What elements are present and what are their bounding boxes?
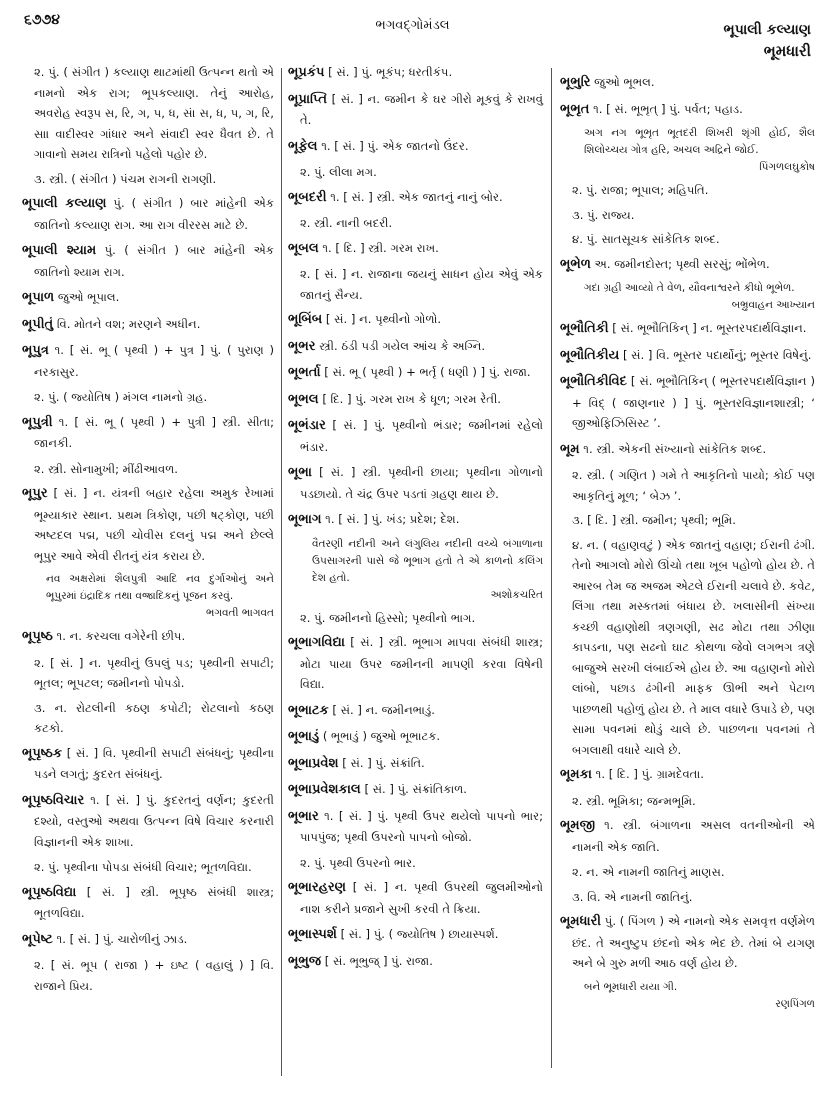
headword: ભૂભૌતિકીય [560,347,620,363]
headword: ભૂપૃષ્ઠવિચાર [22,792,85,808]
dictionary-entry [288,238,543,260]
sense: ૨. સ્ત્રી. ભૂમિકા; જન્મભૂમિ. [572,793,696,808]
definition: ૧. સ્ત્રી. બંગાળના અસલ વતનીઓની એ નામની એક જાતિ. [572,818,816,854]
definition: જુઓ ભૂભલ. [594,75,655,89]
sense: ૨. [ સં. ] ન. પૃથ્વીનું ઉપલું પડ; પૃથ્વીની સપાટી; ભૂતલ; ભૂપટલ; જમીનનો પોપડો. [34,655,274,690]
dictionary-entry [288,462,543,504]
headword: ભૂભંડાર [288,418,326,433]
headword: ભૂમકા [560,767,592,782]
column-1 [22,62,274,1000]
sense: ૨. [ સં. ભૂપ ( રાજા ) + ઇષ્ટ ( વહાલું ) ] વિ. રાજાને પ્રિય. [34,958,274,993]
quotation-text: વૈતરણી નદીની અને લંગુલિય નદીની વચ્ચે બંગાળાના ઉપસાગરની પાસે જે ભૂભાગ હતો તે એ કાળનો કલિંગ દેશ હતો. [312,537,543,584]
headword: ભૂપાળ [22,290,55,305]
headword: ભૂભુરિ [560,75,591,90]
quotation-source: બભ્રુવાહન આખ્યાન [731,299,815,311]
definition: ૧. [ સં. ] પું. ચારોળીનું ઝાડ. [56,931,188,946]
definition: પું. ( પિંગળ ) એ નામનો એક સમવૃત્ત વર્ણમેળ છંદ. તે અનુષ્ટુપ છંદનો એક ભેદ છે. તેમાં બે યગણ અને બે ગુરુ મળી આઠ વર્ણ હોય છે. [572,914,815,970]
page-number: ૬૭૭૪ [24,12,60,28]
definition: ૧. [ સં. ભૂભૃત્ ] પું. પર્વત; પહાડ. [593,101,743,116]
definition: અ. જમીનદોસ્ત; પૃથ્વી સરસું; ભોંભેળ. [594,256,770,271]
dictionary-entry [288,336,543,358]
dictionary-entry [22,240,274,282]
dictionary-entry [560,911,815,974]
headword: ભૂપ્રકંપ [288,65,325,80]
dictionary-entry [288,389,543,411]
headword: ભૂબલ [288,240,319,256]
definition: ૧. [ સં. ] પું. ખંડ; પ્રદેશ; દેશ. [325,512,460,526]
quotation-text: ગદા ગ્રહી આવ્યો તે વેળ, યૌવનાશ્વરને કીધો ભૂભેળ. [584,282,795,294]
definition: [ સં. ] પું. ( જ્યોતિષ ) છાયાસ્પર્શ. [340,927,499,941]
dictionary-entry [22,743,274,785]
dictionary-entry [288,136,543,158]
headword: ભૂભૃત [560,101,590,117]
headword: ભૂપૃષ્ઠક [22,745,63,761]
headword: ભૂપૃષ્ઠવિદ્યા [22,884,77,900]
definition: ૧. [ સં. ] પું. એક જાતનો ઉંદર. [321,138,469,153]
definition: [ સં. ] વિ. ભૂસ્તર પદાર્થોનું; ભૂસ્તર વિષેનું. [622,347,812,362]
sense: ૨. પું. ( સંગીત ) કલ્યાણ થાટમાંથી ઉત્પન્ન થતો એ નામનો એક રાગ; ભૂપકલ્યાણ. તેનું આરોહ, અવરોહ સ્વરૂપ સ, રિ, ગ, પ, ધ, સં। સ, ધ, પ, ગ, રિ, સ॥ વાદીસ્વર ગાંધાર અને સંવાદી સ્વર ધૈવત છે. તે ગાવાનો સમય રાત્રિનો પહેલો પહોર છે. [34,65,274,161]
definition: ૧. [ સં. ભૂ ( પૃથ્વી ) + પુત્ર ] પું. ( પુરાણ ) નરકાસુર. [34,343,274,379]
definition: ૧. ન. કરચલા વગેરેની છીપ. [56,629,186,643]
headword: ભૂભાટક [288,702,329,718]
headword: ભૂપેષ્ટ [22,931,53,947]
definition: [ સં. ભૂભુજ્ ] પું. રાજા. [324,953,433,968]
headword: ભૂભારહરણ [288,880,347,895]
headword: ભૂભાર [288,808,319,824]
headword: ભૂપ્રાપ્તિ [288,91,328,107]
definition: [ દિ. ] પું. ગરમ રાખ કે ધૂળ; ગરમ રેતી. [322,391,501,406]
dictionary-entry [560,371,815,434]
dictionary-entry [560,815,815,857]
definition: [ સં. ] વિ. પૃથ્વીની સપાટી સંબંધનું; પૃથ્વીના પડને લગતું; કુદરત સંબંધનું. [34,745,274,781]
dictionary-entry [288,415,543,457]
quotation-source: ભગવતી ભાગવત [205,607,274,619]
quotation [584,125,815,176]
headword: ભૂફેલ [288,138,318,154]
definition: [ સં. ] સ્ત્રી. ભૂપૃષ્ઠ સંબંધી શાસ્ત્ર; ભૂતળવિદ્યા. [34,884,275,920]
dictionary-entry [22,412,274,454]
headword: ભૂભાગવિદ્યા [288,635,345,650]
dictionary-entry [288,753,543,775]
headword: ભૂપુર [22,486,48,501]
guide-word-last: ભૂમધારી [763,42,811,60]
dictionary-entry [288,187,543,209]
dictionary-entry [288,62,543,84]
dictionary-entry [22,340,274,382]
dictionary-entry [22,314,274,336]
definition: [ સં. ભૂભૌતિકિન્ ( ભૂસ્તરપદાર્થવિજ્ઞાન ) + વિદ્ ( જાણનાર ) ] પું. ભૂસ્તરવિજ્ઞાનશાસ્ત્રી; ‘ જીઓફિઝિસિસ્ટ ’. [572,374,815,430]
quotation-text: બને ભૂમધારી યયા ગી. [584,980,678,993]
sense: ૩. સ્ત્રી. ( સંગીત ) પંચમ રાગની રાગણી. [34,171,217,186]
headword: ભૂમજી [560,818,595,833]
dictionary-entry [288,362,543,384]
column-2 [288,62,543,977]
quotation [584,280,815,314]
headword: ભૂભૌતિકીવિદ [560,374,627,389]
dictionary-entry [22,882,274,924]
definition: [ સં. ] ન. જમીન કે ઘર ગીરો મૂકવું કે રાખવું તે. [300,91,543,127]
quotation [584,979,815,1013]
dictionary-entry [560,439,815,461]
headword: ભૂભાસ્પર્શ [288,927,337,942]
definition: વિ. મોતને વશ; મરણને અધીન. [56,316,201,331]
headword: ભૂબિંબ [288,312,323,327]
quotation-source: અશોકચરિત [490,588,543,601]
column-divider [281,68,282,1076]
definition: ૧. [ સં. ] સ્ત્રી. એક જાતનું નાનું બોર. [330,189,503,204]
sense: ૨. પું. લીલા મગ. [300,165,377,179]
sense: ૪. ન. ( વહાણવટું ) એક જાતનું વહાણ; ઈરાની ઢંગી. તેનો આગલો મોરો ઊંચો તથા ખૂબ પહોળો હોય છે. તે આરબ તેમ જ અજમ એટલે ઈરાની ચલાવે છે. કવેટ, લિંગા તથા મસ્કતમાં બંધાય છે. ખલાસીની સંખ્યા કચ્છી વહાણોથી ત્રણગણી, સઢ મોટા તથા ઝીણા કાપડના, પણ સઢનો ઘાટ કોથળા જેવો લગભગ ત્રણે બાજુએ સરખી લંબાઈએ હોય છે. આ વહાણનો મોરો લાંબો, પછાડ ઢંગીની માફક ઊભી અને પેટાળ પાછળથી પહોળું હોય છે. તે માલ વધારે ઉપાડે છે, પણ સામા પવનમાં થોડું ચાલે છે. પાછળના પવનમાં તે બગલાથી વધારે ચાલે છે. [572,537,815,757]
headword: ભૂભાપ્રવેશ [288,755,339,771]
quotation [312,536,543,604]
definition: સ્ત્રી. ઠંડી પડી ગયેલ આંચ કે અગ્નિ. [319,338,486,353]
running-title: ભગવદ્ગોમંડલ [375,18,450,33]
quotation-source: પિંગળલઘુકોષ [759,161,815,173]
dictionary-entry [288,779,543,801]
definition: ૧. [ સં. ] પું. કુદરતનું વર્ણન; કુદરતી દશ્યો, વસ્તુઓ અથવા ઉત્પન્ન વિષે વિચાર કરનારી વિજ્ઞાનની એક શાખા. [34,792,274,849]
headword: ભૂભાપ્રવેશકાલ [288,782,361,797]
dictionary-entry [288,877,543,919]
definition: ૧. સ્ત્રી. એકની સંખ્યાનો સાંકેતિક શબ્દ. [583,441,767,456]
definition: ( ભૂભાડું ) જુઓ ભૂભાટક. [322,729,441,743]
headword: ભૂપાલી કલ્યાણ [22,196,107,211]
sense: ૩. પું. રાજ્ય. [572,207,635,222]
dictionary-entry [22,287,274,309]
headword: ભૂભલ [288,391,319,407]
quotation-text: નવ અક્ષરોમાં શૈલપુત્રી આદિ નવ દુર્ગાઓનું અને ભૂપુરમાં ઇંદ્રાદિક તથા વજ્રાદિકનું પૂજન કરવું. [46,573,274,602]
definition: [ સં. ] ન. પૃથ્વીનો ગોળો. [325,312,442,326]
headword: ભૂમધારી [560,914,602,929]
definition: ૧. [ સં. ] પું. પૃથ્વી ઉપર થયેલો પાપનો ભાર; પાપપુંજ; પૃથ્વી ઉપરનો પાપનો બોજો. [300,808,543,844]
dictionary-entry [560,72,815,94]
headword: ભૂભર્તા [288,365,321,380]
headword: ભૂભુજ [288,953,322,969]
dictionary-entry [288,726,543,748]
definition: [ સં. ] સ્ત્રી. પૃથ્વીની છાયા; પૃથ્વીના ગોળાનો પડછાયો. તે ચંદ્ર ઉપર પડતાં ગ્રહણ થાય છે. [300,465,544,501]
quotation [46,571,274,622]
sense: ૨. ન. એ નામની જાતિનું માણસ. [572,865,725,879]
headword: ભૂભાગ [288,512,322,527]
sense: ૪. પું. સાતસૂચક સાંકેતિક શબ્દ. [572,232,720,246]
dictionary-entry [288,309,543,331]
sense: ૨. સ્ત્રી. ( ગણિત ) ગમે તે આકૃતિનો પાયો; કોઈ પણ આકૃતિનું મૂળ; ‘ બેઝ ’. [572,468,815,503]
dictionary-entry [560,318,815,340]
definition: [ સં. ભૂ ( પૃથ્વી ) + ભર્તૃ ( ધણી ) ] પું. રાજા. [324,365,531,379]
dictionary-entry [560,99,815,121]
column-divider [551,68,552,1068]
headword: ભૂપૃષ્ઠ [22,629,53,644]
sense: ૨. પું. રાજા; ભૂપાલ; મહિપતિ. [572,183,709,197]
dictionary-entry [288,951,543,973]
dictionary-entry [22,483,274,566]
headword: ભૂપાલી શ્યામ [22,243,97,258]
sense: ૨. [ સં. ] ન. રાજાના જયનું સાધન હોય એવું એક જાતનું સૈન્ય. [300,267,543,302]
definition: [ સં. ] ન. પૃથ્વી ઉપરથી જુલમીઓનો નાશ કરીને પ્રજાને સુખી કરવી તે ક્રિયા. [300,880,543,916]
dictionary-entry [560,345,815,367]
headword: ભૂપીતું [22,316,54,332]
definition: ૧. [ સં. ભૂ ( પૃથ્વી ) + પુત્રી ] સ્ત્રી. સીતા; જાનકી. [34,414,274,450]
dictionary-entry [288,924,543,946]
definition: જુઓ ભૂપાલ. [57,290,120,304]
headword: ભૂમ [560,441,580,457]
dictionary-entry [22,929,274,951]
column-3 [560,72,815,1017]
dictionary-entry [288,632,543,695]
sense: ૨. સ્ત્રી. નાની બદરી. [300,216,393,230]
definition: [ સં. ] ન. જમીનભાડું. [332,702,435,717]
dictionary-entry [22,790,274,853]
headword: ભૂભેળ [560,256,591,272]
headword: ભૂપુત્ર [22,343,49,358]
definition: પું. ( સંગીત ) બાર માંહેની એક જાતિનો કલ્યાણ રાગ. આ રાગ વીરરસ માટે છે. [34,196,275,232]
definition: [ સં. ] પું. સંક્રાંતિકાળ. [364,782,467,796]
dictionary-entry [22,193,274,235]
sense: ૨. સ્ત્રી. સોનામુખી; મીંઢીઆવળ. [34,461,178,476]
definition: [ સં. ] ન. યંત્રની બહાર રહેલા અમુક રેખામાં ભૂમ્યાકાર સ્થાન. પ્રથમ ત્રિકોણ, પછી ષટ્કોણ, પછી અષ્ટદલ પદ્મ, પછી ચોવીસ દલનું પદ્મ અને છેલ્લે ભૂપુર આવે એવી રીતનું યંત્ર કરાય છે. [34,486,275,563]
guide-word-first: ભૂપાલી કલ્યાણ [723,22,811,38]
sense: ૨. પું. જમીનનો હિસ્સો; પૃથ્વીનો ભાગ. [300,610,476,625]
definition: [ સં. ભૂભૌતિકિન્ ] ન. ભૂસ્તરપદાર્થવિજ્ઞાન. [612,321,807,335]
definition: પું. ( સંગીત ) બાર માંહેની એક જાતિનો શ્યામ રાગ. [34,243,274,279]
headword: ભૂપુત્રી [22,414,53,430]
quotation-source: રણપિંગળ [775,997,815,1010]
dictionary-entry [288,700,543,722]
headword: ભૂભા [288,465,312,480]
definition: ૧. [ દિ. ] પું. ગ્રામદેવતા. [595,767,704,781]
headword: ભૂબદરી [288,189,327,205]
headword: ભૂભર [288,338,316,354]
sense: ૨. પું. પૃથ્વી ઉપરનો ભાર. [300,855,416,870]
sense: ૩. ન. રોટલીની કઠણ કપોટી; રોટલાનો કઠણ કટકો. [34,700,274,735]
definition: ૧. [ દિ. ] સ્ત્રી. ગરમ રાખ. [322,240,439,255]
definition: [ સં. ] પું. સંક્રાંતિ. [342,755,425,770]
definition: [ સં. ] પું. પૃથ્વીનો ભંડાર; જમીનમાં રહેલો ભંડાર. [300,418,543,454]
dictionary-entry [288,89,543,131]
definition: [ સં. ] સ્ત્રી. ભૂભાગ માપવા સંબંધી શાસ્ત્ર; મોટા પાયા ઉપર જમીનની માપણી કરવા વિષેની વિદ્યા. [300,635,543,691]
sense: ૨. પું. ( જ્યોતિષ ) મંગલ નામનો ગ્રહ. [34,390,208,404]
quotation-text: અગ નગ ભૂભૃત ભૂતદરી શિખરી શૃંગી હોઈ, શૈલ શિલોચ્ચય ગોત્ર હરિ, અચલ અદ્રિને જોઈ. [584,127,815,156]
headword: ભૂભૌતિકી [560,321,609,336]
dictionary-entry [288,806,543,848]
headword: ભૂભાડું [288,729,320,744]
sense: ૩. વિ. એ નામની જાતિનું. [572,889,693,904]
dictionary-entry [22,626,274,648]
sense: ૩. [ દિ. ] સ્ત્રી. જમીન; પૃથ્વી; ભૂમિ. [572,513,736,527]
dictionary-entry [560,764,815,786]
dictionary-entry [560,254,815,276]
definition: [ સં. ] પું. ભૂકંપ; ધરતીકંપ. [328,65,453,79]
sense: ૨. પું. પૃથ્વીના પોપડા સંબંધી વિચાર; ભૂતળવિદ્યા. [34,860,252,874]
dictionary-entry [288,509,543,531]
